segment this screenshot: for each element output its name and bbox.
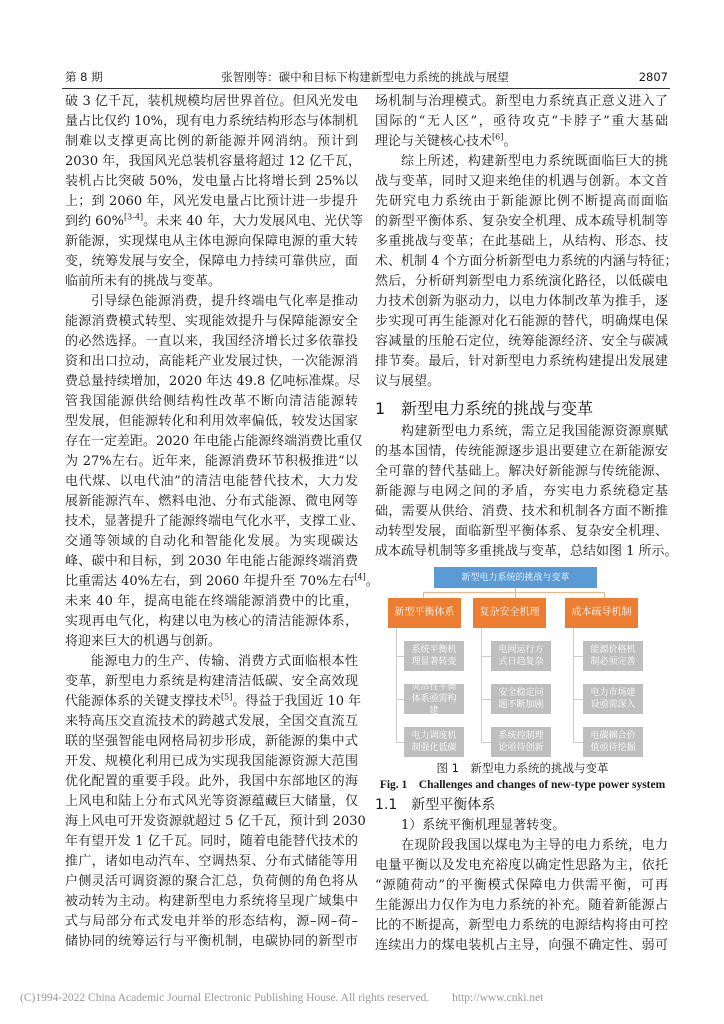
- line-text: 综上所述，构建新型电力系统既面临巨大的挑: [401, 154, 668, 169]
- line-text: 力技术创新为驱动力，以电力体制改革为推手，逐: [375, 294, 668, 309]
- text-line: [65, 312, 358, 332]
- line-text: 来特高压交直流技术的跨越式发展，全国交直流互: [65, 714, 358, 729]
- line-text: 步实现可再生能源对化石能源的替代，明确煤电保: [375, 314, 668, 329]
- line-text: 未来 40 年，提高电能在终端能源消费中的比重，: [65, 594, 358, 609]
- line-text: 上风电和陆上分布式风光等资源蕴藏巨大储量，仅: [65, 794, 358, 809]
- text-line: [65, 812, 366, 832]
- connector: [423, 592, 605, 593]
- line-text: 实现再电气化，构建以电为核心的清洁能源体系，: [65, 614, 358, 629]
- right-column-section1-1: [375, 816, 668, 956]
- text-line: [65, 512, 365, 532]
- section-1-1-heading: 1.1 新型平衡体系: [375, 797, 496, 813]
- text-line: [65, 232, 358, 252]
- text-line: [375, 252, 678, 272]
- text-line: [65, 632, 358, 652]
- line-text: 。: [503, 134, 517, 149]
- text-line: [375, 916, 668, 936]
- diagram-item-box: 系统平衡机理显著转变: [404, 641, 464, 671]
- connector: [396, 628, 397, 743]
- line-text: 术、机制 4 个方面分析新型电力系统的内涵与特征；: [375, 254, 678, 269]
- text-line: [375, 152, 668, 172]
- line-text: 交通等领域的自动化和智能化发展。为实现碳达: [65, 534, 358, 549]
- diagram-item-box: 电碳耦合价值亟待挖掘: [583, 727, 643, 757]
- connector: [515, 588, 516, 598]
- text-line: [65, 392, 358, 412]
- text-line: [375, 816, 668, 836]
- line-text: 联的坚强智能电网格局初步形成，新能源的集中式: [65, 734, 358, 749]
- text-line: [65, 212, 363, 232]
- line-text: 场机制与治理模式。新型电力系统真正意义进入了: [375, 94, 668, 109]
- header-rule: [62, 88, 670, 89]
- issue-number: 第 8 期: [65, 70, 103, 84]
- text-line: [65, 732, 358, 752]
- page-number: 2807: [638, 70, 668, 84]
- text-line: [65, 252, 358, 272]
- text-line: [65, 712, 358, 732]
- text-line: [375, 312, 668, 332]
- line-text: 生能源出力仅作为电力系统的补充。随着新能源占: [375, 898, 668, 913]
- text-line: [375, 522, 668, 542]
- text-line: [375, 92, 668, 112]
- line-text: 展新能源汽车、燃料电池、分布式能源、微电网等: [65, 494, 358, 509]
- line-text: 装机占比突破 50%，发电量占比将增长到 25%以: [65, 174, 358, 189]
- connector: [481, 742, 491, 743]
- line-text: 推广，诸如电动汽车、空调热泵、分布式储能等用: [65, 854, 358, 869]
- right-column-intro: [375, 92, 678, 392]
- citation: [3-4]: [124, 212, 144, 222]
- line-text: 式与局部分布式发电并举的形态结构，源–网–荷–: [65, 914, 358, 929]
- text-line: [65, 652, 358, 672]
- text-line: [375, 352, 668, 372]
- left-column: [65, 92, 379, 952]
- text-line: [65, 932, 358, 952]
- figure-caption-en: Fig. 1 Challenges and changes of new-type power system: [379, 779, 666, 791]
- text-line: [375, 132, 668, 152]
- connector: [573, 699, 583, 700]
- line-text: 管我国能源供给侧结构性改革不断向清洁能源转: [65, 394, 358, 409]
- line-text: 制难以支撑更高比例的新能源并网消纳。预计到: [65, 134, 358, 149]
- line-text: 先研究电力系统由于新能源比例不断提高而面临: [375, 194, 668, 209]
- right-column-section1: [375, 422, 678, 562]
- text-line: [65, 552, 358, 572]
- diagram-root-box: 新型电力系统的挑战与变革: [434, 567, 597, 588]
- line-text: 动转型发展，面临新型平衡体系、复杂安全机理、: [375, 524, 668, 539]
- text-line: [65, 92, 358, 112]
- line-text: 的基本国情，传统能源逐步退出要建立在新能源安: [375, 444, 668, 459]
- line-text: 理论与关键核心技术: [375, 134, 493, 149]
- text-line: [65, 852, 358, 872]
- line-text: 年有望开发 1 亿千瓦。同时，随着电能替代技术的: [65, 834, 358, 849]
- line-text: 为 27%左右。近年来，能源消费环节积极推进“以: [65, 454, 358, 469]
- line-text: 资和出口拉动，高能耗产业发展过快，一次能源消: [65, 354, 358, 369]
- text-line: [375, 836, 668, 856]
- text-line: [65, 332, 358, 352]
- line-text: 新能源与电网之间的矛盾，夯实电力系统稳定基: [375, 484, 668, 499]
- line-text: 。未来 40 年，大力发展风电、光伏等: [143, 214, 363, 229]
- line-text: 变，统筹发展与安全，保障电力持续可靠供应，面: [65, 254, 358, 269]
- text-line: [65, 112, 358, 132]
- text-line: [65, 612, 358, 632]
- line-text: 到约 60%: [65, 214, 125, 229]
- text-line: [375, 896, 668, 916]
- text-line: [375, 212, 668, 232]
- text-line: [65, 672, 358, 692]
- line-text: “源随荷动”的平衡模式保障电力供需平衡，可再: [375, 878, 668, 893]
- text-line: [65, 792, 358, 812]
- text-line: [375, 112, 668, 132]
- line-text: 国际的“无人区”，亟待攻克“卡脖子”重大基础: [375, 114, 668, 129]
- line-text: 电代煤、以电代油”的清洁电能替代技术，大力发: [65, 474, 358, 489]
- connector: [573, 628, 574, 743]
- citation: [4]: [354, 572, 366, 582]
- diagram-branch-box: 成本疏导机制: [565, 598, 638, 628]
- line-text: 础，需要从供给、消费、技术和机制各方面不断推: [375, 504, 668, 519]
- line-text: 破 3 亿千瓦，装机规模均居世界首位。但风光发电: [65, 94, 358, 109]
- connector: [396, 699, 404, 700]
- citation: [6]: [492, 132, 504, 142]
- line-text: 引导绿色能源消费，提升终端电气化率是推动: [91, 294, 358, 309]
- line-text: 比的不断提高，新型电力系统的电源结构将由可控: [375, 918, 668, 933]
- copyright-footer: (C)1994-2022 China Academic Journal Electronic Publishing House. All rights reserved. http://www.cnki.net: [20, 992, 544, 1004]
- running-title: 张智刚等：碳中和目标下构建新型电力系统的挑战与展望: [221, 70, 509, 84]
- line-text: 优化配置的重要手段。此外，我国中东部地区的海: [65, 774, 358, 789]
- line-text: 新能源，实现煤电从主体电源向保障电源的重大转: [65, 234, 358, 249]
- line-text: 代能源体系的关键支撑技术: [65, 694, 222, 709]
- diagram-item-box: 电网运行方式日趋复杂: [491, 641, 551, 671]
- diagram-item-box: 电力调度机制强化低碳: [404, 727, 464, 757]
- line-text: 构建新型电力系统，需立足我国能源资源禀赋: [401, 424, 668, 439]
- text-line: [375, 482, 668, 502]
- line-text: 排节奏。最后，针对新型电力系统构建提出发展建: [375, 354, 668, 369]
- text-line: [65, 132, 358, 152]
- text-line: [65, 772, 358, 792]
- diagram-item-box: 系统控制理论亟待创新: [491, 727, 551, 757]
- line-text: 。得益于我国近 10 年: [232, 694, 362, 709]
- connector: [481, 628, 482, 743]
- text-line: [375, 192, 668, 212]
- line-text: 2030 年，我国风光总装机容量将超过 12 亿千瓦，: [65, 154, 362, 169]
- text-line: [65, 752, 358, 772]
- figure-1-diagram: [385, 565, 670, 758]
- text-line: [375, 542, 678, 562]
- line-text: 能源消费模式转型、实现能效提升与保障能源安全: [65, 314, 358, 329]
- figure-caption-cn: 图 1 新型电力系统的挑战与变革: [436, 761, 609, 775]
- text-line: [375, 292, 668, 312]
- text-line: [375, 502, 668, 522]
- line-text: 1）系统平衡机理显著转变。: [401, 818, 566, 833]
- diagram-item-box: 能源价格机制必须完善: [583, 641, 643, 671]
- text-line: [375, 332, 668, 352]
- line-text: 多重挑战与变革；在此基础上，从结构、形态、技: [375, 234, 668, 249]
- text-line: [65, 352, 358, 372]
- text-line: [65, 272, 358, 292]
- citation: [5]: [221, 692, 233, 702]
- text-line: [375, 272, 668, 292]
- text-line: [65, 892, 358, 912]
- text-line: [65, 372, 361, 392]
- text-line: [65, 172, 358, 192]
- section-1-heading: 1 新型电力系统的挑战与变革: [375, 399, 594, 418]
- text-line: [65, 912, 358, 932]
- line-text: 将迎来巨大的机遇与创新。: [65, 634, 222, 649]
- diagram-item-box: 灵活性平衡体系亟需构建: [404, 684, 464, 714]
- line-text: 的必然选择。一直以来，我国经济增长过多依靠投: [65, 334, 358, 349]
- line-text: 量占比仅约 10%，现有电力系统结构形态与体制机: [65, 114, 359, 129]
- line-text: 开发、规模化利用已成为实现我国能源资源大范围: [65, 754, 358, 769]
- diagram-branch-box: 新型平衡体系: [388, 598, 461, 628]
- line-text: 型发展，但能源转化和利用效率偏低，较发达国家: [65, 414, 358, 429]
- line-text: 比重需达 40%左右，到 2060 年提升至 70%左右: [65, 574, 355, 589]
- line-text: 能源电力的生产、传输、消费方式面临根本性: [91, 654, 358, 669]
- text-line: [375, 442, 668, 462]
- text-line: [375, 936, 668, 956]
- text-line: [65, 532, 358, 552]
- text-line: [375, 232, 668, 252]
- text-line: [65, 192, 358, 212]
- line-text: 。: [365, 574, 379, 589]
- line-text: 变革，新型电力系统是构建清洁低碳、安全高效现: [65, 674, 358, 689]
- line-text: 峰、碳中和目标，到 2030 年电能占能源终端消费: [65, 554, 358, 569]
- text-line: [65, 432, 363, 452]
- line-text: 海上风电可开发资源就超过 5 亿千瓦，预计到 2030: [65, 814, 366, 829]
- text-line: [65, 152, 362, 172]
- connector: [396, 656, 404, 657]
- diagram-item-box: 安全稳定问题不断加剧: [491, 684, 551, 714]
- text-line: [65, 692, 362, 712]
- line-text: 存在一定差距。2020 年电能占能源终端消费比重仅: [65, 434, 363, 449]
- connector: [481, 699, 491, 700]
- text-line: [375, 172, 668, 192]
- line-text: 战与变革，同时又迎来绝佳的机遇与创新。本文首: [375, 174, 668, 189]
- text-line: [65, 412, 358, 432]
- line-text: 的新型平衡体系、复杂安全机理、成本疏导机制等: [375, 214, 668, 229]
- line-text: 技术，显著提升了能源终端电气化水平，支撑工业、: [65, 514, 365, 529]
- diagram-branch-box: 复杂安全机理: [473, 598, 546, 628]
- line-text: 容减量的压舱石定位，统筹能源经济、安全与碳减: [375, 334, 668, 349]
- connector: [396, 742, 404, 743]
- line-text: 户侧灵活可调资源的聚合汇总，负荷侧的角色将从: [65, 874, 358, 889]
- text-line: [375, 856, 668, 876]
- text-line: [375, 422, 668, 442]
- line-text: 成本疏导机制等多重挑战与变革，总结如图 1 所示。: [375, 544, 678, 559]
- text-line: [375, 372, 668, 392]
- line-text: 电量平衡以及发电充裕度以确定性思路为主，依托: [375, 858, 668, 873]
- connector: [481, 656, 491, 657]
- text-line: [65, 292, 358, 312]
- text-line: [65, 492, 358, 512]
- line-text: 在现阶段我国以煤电为主导的电力系统，电力: [401, 838, 668, 853]
- line-text: 议与展望。: [375, 374, 441, 389]
- text-line: [65, 872, 358, 892]
- text-line: [65, 592, 358, 612]
- line-text: 上；到 2060 年，风光发电量占比预计进一步提升: [65, 194, 358, 209]
- text-line: [375, 462, 668, 482]
- diagram-item-box: 电力市场建设亟需深入: [583, 684, 643, 714]
- connector: [573, 656, 583, 657]
- line-text: 储协同的统筹运行与平衡机制，电碳协同的新型市: [65, 934, 358, 949]
- text-line: [65, 832, 358, 852]
- line-text: 连续出力的煤电装机占主导，向强不确定性、弱可: [375, 938, 668, 953]
- line-text: 费总量持续增加，2020 年达 49.8 亿吨标准煤。尽: [65, 374, 361, 389]
- text-line: [65, 452, 358, 472]
- line-text: 临前所未有的挑战与变革。: [65, 274, 222, 289]
- text-line: [65, 572, 379, 592]
- text-line: [375, 876, 668, 896]
- text-line: [65, 472, 358, 492]
- line-text: 全可靠的替代基础上。解决好新能源与传统能源、: [375, 464, 668, 479]
- line-text: 被动转为主动。构建新型电力系统将呈现广域集中: [65, 894, 358, 909]
- connector: [573, 742, 583, 743]
- line-text: 然后，分析研判新型电力系统演化路径，以低碳电: [375, 274, 668, 289]
